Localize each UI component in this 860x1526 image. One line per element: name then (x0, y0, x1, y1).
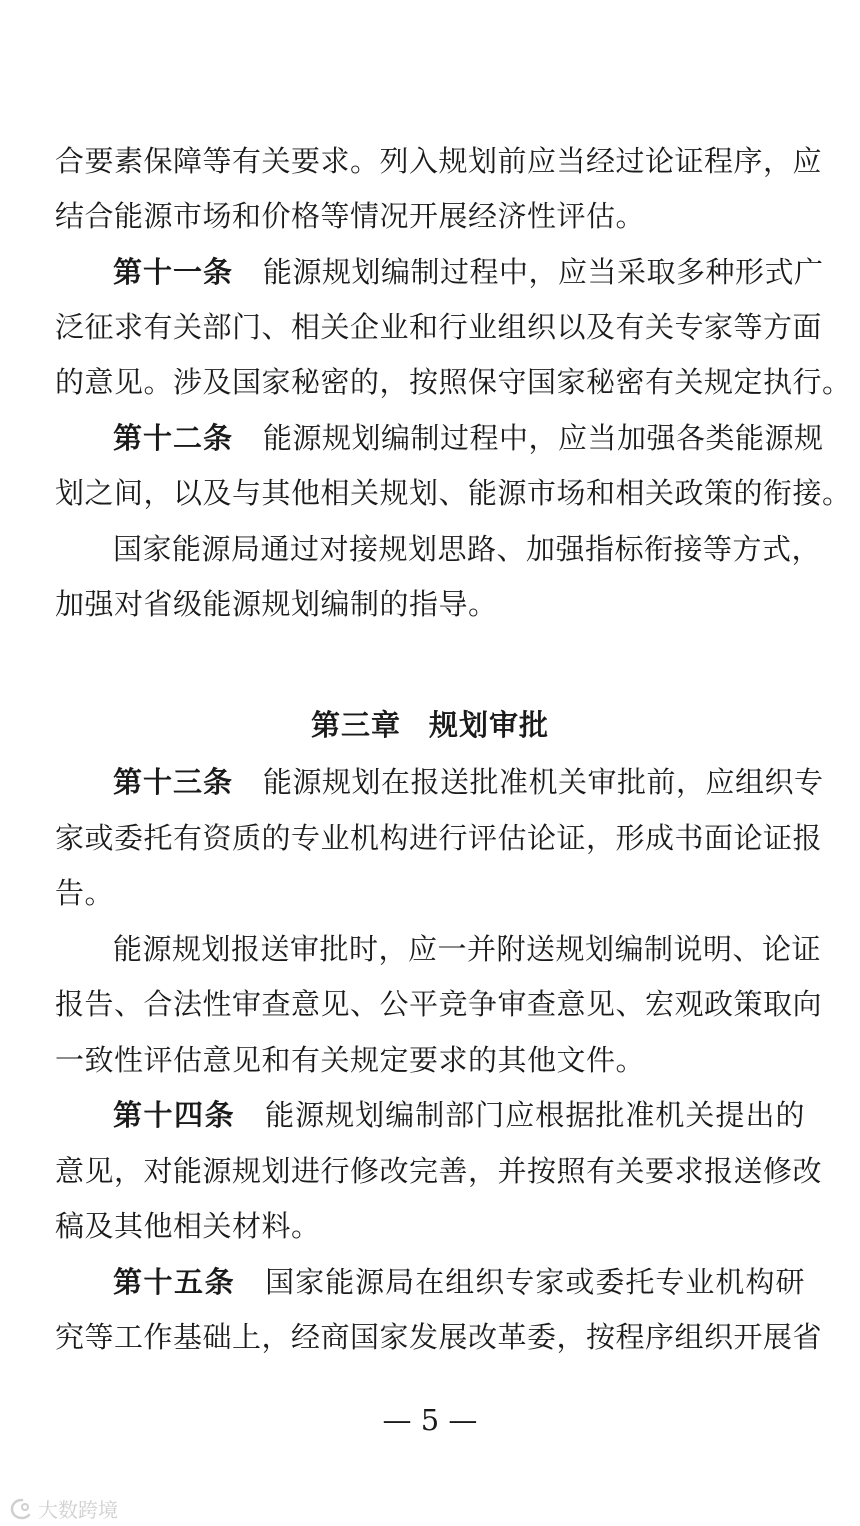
body-line: 加强对省级能源规划编制的指导。 (55, 587, 498, 621)
watermark (10, 1494, 118, 1523)
body-line: 稿及其他相关材料。 (55, 1209, 321, 1243)
body-line: 究等工作基础上，经商国家发展改革委，按程序组织开展省 (55, 1320, 823, 1354)
article-label: 第十一条 (113, 255, 234, 289)
body-line: 的意见。涉及国家秘密的，按照保守国家秘密有关规定执行。 (55, 365, 852, 399)
article-text: 能源规划编制过程中，应当采取多种形式广 (263, 255, 824, 289)
article-label: 第十四条 (113, 1098, 236, 1132)
body-line: 泛征求有关部门、相关企业和行业组织以及有关专家等方面 (55, 310, 823, 344)
article-label: 第十五条 (113, 1265, 236, 1299)
article-15 (113, 1262, 805, 1302)
body-line: 能源规划报送审批时，应一并附送规划编制说明、论证 (113, 932, 822, 966)
body-line: 国家能源局通过对接规划思路、加强指标衔接等方式， (113, 532, 822, 566)
chapter-title: 规划审批 (429, 708, 550, 742)
body-line: 家或委托有资质的专业机构进行评估论证，形成书面论证报 (55, 821, 823, 855)
article-label: 第十三条 (113, 765, 234, 799)
body-line: 意见，对能源规划进行修改完善，并按照有关要求报送修改 (55, 1154, 823, 1188)
body-line: 报告、合法性审查意见、公平竞争审查意见、宏观政策取向 (55, 987, 823, 1021)
page-number: — 5 — (382, 1403, 478, 1437)
article-label: 第十二条 (113, 421, 234, 455)
article-14 (113, 1095, 805, 1135)
article-11 (113, 252, 824, 292)
watermark-text: 大数跨境 (38, 1498, 118, 1522)
chapter-heading (0, 705, 860, 745)
body-line: 合要素保障等有关要求。列入规划前应当经过论证程序，应 (55, 144, 823, 178)
body-line: 一致性评估意见和有关规定要求的其他文件。 (55, 1043, 646, 1077)
article-text: 国家能源局在组织专家或委托专业机构研 (265, 1265, 805, 1299)
article-text: 能源规划编制部门应根据批准机关提出的 (265, 1098, 805, 1132)
body-line: 告。 (55, 876, 115, 910)
chapter-number: 第三章 (310, 708, 401, 742)
article-text: 能源规划在报送批准机关审批前，应组织专 (263, 765, 824, 799)
logo-icon (10, 1498, 34, 1520)
article-text: 能源规划编制过程中，应当加强各类能源规 (263, 421, 824, 455)
article-12 (113, 418, 824, 458)
body-line: 划之间，以及与其他相关规划、能源市场和相关政策的衔接。 (55, 476, 852, 510)
body-line: 结合能源市场和价格等情况开展经济性评估。 (55, 199, 646, 233)
article-13 (113, 762, 824, 802)
